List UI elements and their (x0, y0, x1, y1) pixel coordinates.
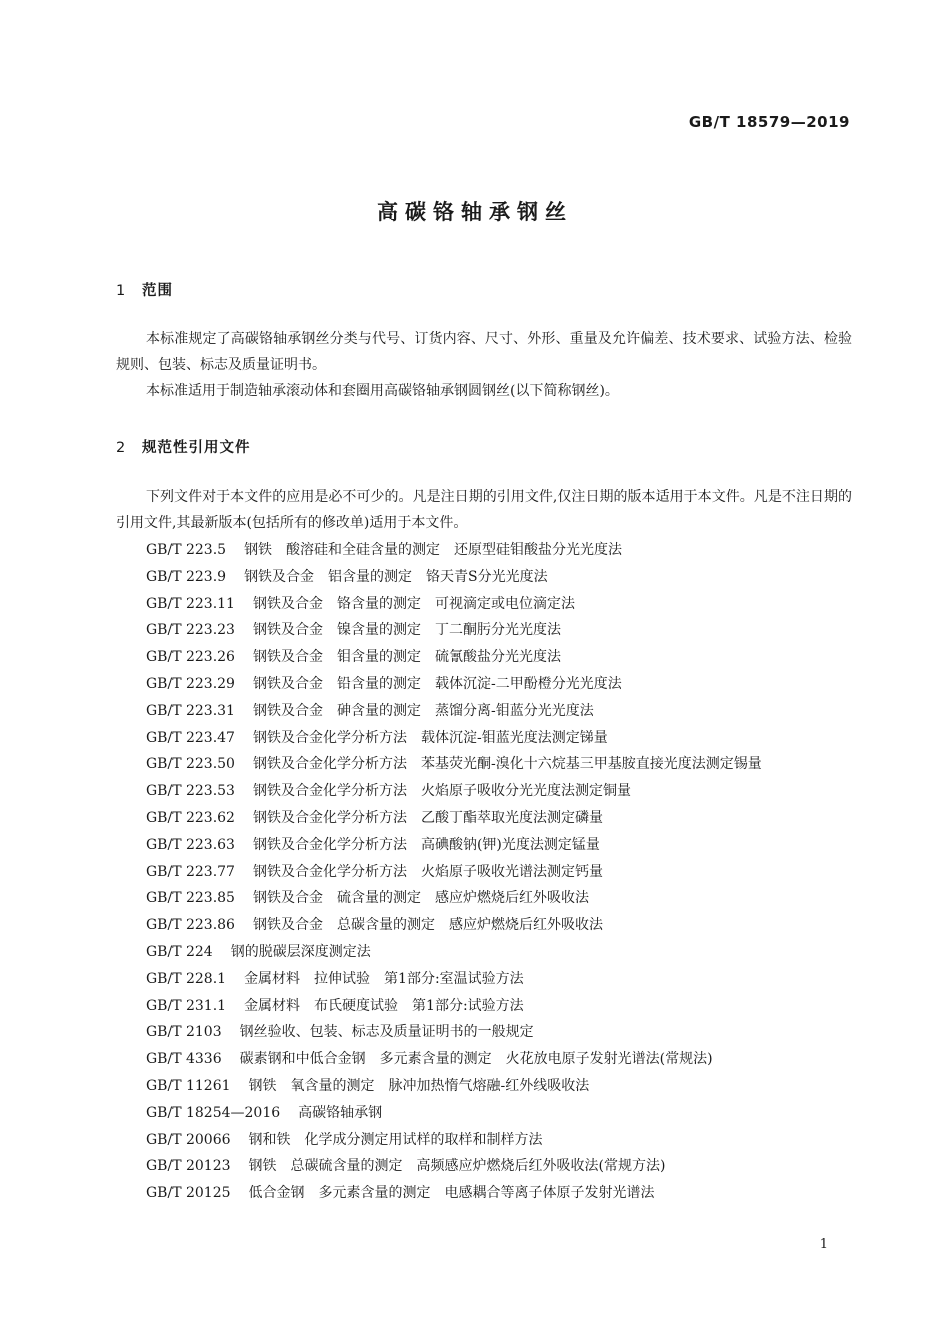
reference-title: 钢铁及合金 钼含量的测定 硫氰酸盐分光光度法 (252, 649, 561, 666)
section-1-paragraph: 本标准规定了高碳铬轴承钢丝分类与代号、订货内容、尺寸、外形、重量及允许偏差、技术要求、试验方法、检验规则、包装、标志及质量证明书。 (116, 331, 852, 373)
reference-item (116, 939, 852, 966)
reference-title: 钢铁及合金 硫含量的测定 感应炉燃烧后红外吸收法 (252, 890, 589, 907)
reference-title: 钢铁及合金 铅含量的测定 载体沉淀-二甲酚橙分光光度法 (252, 675, 622, 692)
reference-code: GB/T 20125 (146, 1185, 231, 1202)
reference-code: GB/T 18254—2016 (146, 1104, 281, 1121)
document-title: 高碳铬轴承钢丝 (377, 200, 573, 224)
reference-item (116, 912, 852, 939)
reference-code: GB/T 223.11 (146, 595, 235, 612)
reference-item (116, 1100, 852, 1127)
reference-title: 钢铁及合金化学分析方法 火焰原子吸收光谱法测定钙量 (252, 863, 603, 880)
reference-title: 钢铁及合金 总碳含量的测定 感应炉燃烧后红外吸收法 (252, 917, 603, 934)
reference-item (116, 1127, 852, 1154)
section-title: 规范性引用文件 (142, 440, 251, 456)
reference-list (116, 537, 852, 1207)
reference-code: GB/T 11261 (146, 1077, 231, 1094)
section-number: 1 (116, 283, 126, 299)
reference-title: 钢铁 氧含量的测定 脉冲加热惰气熔融-红外线吸收法 (248, 1077, 590, 1094)
reference-code: GB/T 2103 (146, 1024, 222, 1041)
reference-item (116, 751, 852, 778)
reference-code: GB/T 223.5 (146, 542, 227, 558)
reference-code: GB/T 223.9 (146, 568, 227, 585)
reference-code: GB/T 223.77 (146, 863, 235, 880)
reference-title: 钢铁 总碳硫含量的测定 高频感应炉燃烧后红外吸收法(常规方法) (248, 1158, 666, 1175)
reference-title: 钢铁 酸溶硅和全硅含量的测定 还原型硅钼酸盐分光光度法 (244, 542, 623, 558)
reference-code: GB/T 223.50 (146, 756, 235, 773)
reference-code: GB/T 224 (146, 943, 213, 960)
reference-item (116, 805, 852, 832)
reference-code: GB/T 223.29 (146, 675, 235, 692)
standard-number: GB/T 18579—2019 (688, 113, 850, 131)
reference-title: 高碳铬轴承钢 (298, 1104, 383, 1121)
page-number: 1 (819, 1237, 828, 1252)
reference-title: 钢丝验收、包装、标志及质量证明书的一般规定 (239, 1024, 534, 1041)
reference-item (116, 885, 852, 912)
reference-code: GB/T 4336 (146, 1051, 222, 1068)
reference-item (116, 644, 852, 671)
reference-code: GB/T 223.23 (146, 622, 235, 639)
reference-code: GB/T 223.53 (146, 783, 235, 800)
reference-code: GB/T 223.47 (146, 729, 235, 746)
reference-item (116, 1073, 852, 1100)
reference-item (116, 617, 852, 644)
reference-item (116, 966, 852, 993)
reference-code: GB/T 223.26 (146, 649, 235, 666)
reference-code: GB/T 223.62 (146, 809, 235, 826)
reference-title: 钢铁及合金 铝含量的测定 铬天青S分光光度法 (244, 568, 548, 585)
reference-item (116, 832, 852, 859)
reference-title: 钢的脱碳层深度测定法 (230, 943, 371, 960)
reference-code: GB/T 223.86 (146, 917, 235, 934)
reference-code: GB/T 231.1 (146, 997, 227, 1014)
reference-item (116, 1019, 852, 1046)
reference-item (116, 564, 852, 591)
reference-item (116, 698, 852, 725)
section-1-paragraph: 本标准适用于制造轴承滚动体和套圈用高碳铬轴承钢圆钢丝(以下简称钢丝)。 (146, 383, 619, 399)
reference-title: 钢铁及合金化学分析方法 苯基荧光酮-溴化十六烷基三甲基胺直接光度法测定锡量 (252, 756, 762, 773)
reference-title: 钢铁及合金 砷含量的测定 蒸馏分离-钼蓝分光光度法 (252, 702, 594, 719)
reference-title: 低合金钢 多元素含量的测定 电感耦合等离子体原子发射光谱法 (248, 1185, 655, 1202)
section-title: 范围 (142, 283, 173, 299)
reference-item (116, 671, 852, 698)
reference-item (116, 1153, 852, 1180)
reference-item (116, 1046, 852, 1073)
reference-code: GB/T 20066 (146, 1131, 231, 1148)
reference-title: 钢铁及合金 铬含量的测定 可视滴定或电位滴定法 (252, 595, 575, 612)
reference-item (116, 993, 852, 1020)
reference-code: GB/T 20123 (146, 1158, 231, 1175)
section-2-intro: 下列文件对于本文件的应用是必不可少的。凡是注日期的引用文件,仅注日期的版本适用于本文件。凡是不注日期的引用文件,其最新版本(包括所有的修改单)适用于本文件。 (116, 489, 852, 531)
reference-code: GB/T 228.1 (146, 970, 227, 987)
reference-title: 碳素钢和中低合金钢 多元素含量的测定 火花放电原子发射光谱法(常规法) (239, 1051, 713, 1068)
reference-item (116, 725, 852, 752)
reference-item (116, 591, 852, 618)
reference-item (116, 537, 852, 564)
reference-title: 钢铁及合金化学分析方法 火焰原子吸收分光光度法测定铜量 (252, 783, 631, 800)
reference-title: 钢铁及合金化学分析方法 载体沉淀-钼蓝光度法测定锑量 (252, 729, 608, 746)
section-2-heading (116, 436, 251, 457)
section-1-heading (116, 279, 173, 300)
section-number: 2 (116, 440, 126, 456)
reference-item (116, 1180, 852, 1207)
reference-code: GB/T 223.31 (146, 702, 235, 719)
reference-title: 金属材料 布氏硬度试验 第1部分:试验方法 (244, 997, 524, 1014)
reference-title: 钢铁及合金化学分析方法 高碘酸钠(钾)光度法测定锰量 (252, 836, 600, 853)
reference-item (116, 859, 852, 886)
reference-title: 金属材料 拉伸试验 第1部分:室温试验方法 (244, 970, 524, 987)
reference-item (116, 778, 852, 805)
reference-title: 钢铁及合金化学分析方法 乙酸丁酯萃取光度法测定磷量 (252, 809, 603, 826)
reference-title: 钢铁及合金 镍含量的测定 丁二酮肟分光光度法 (252, 622, 561, 639)
reference-title: 钢和铁 化学成分测定用试样的取样和制样方法 (248, 1131, 543, 1148)
reference-code: GB/T 223.63 (146, 836, 235, 853)
reference-code: GB/T 223.85 (146, 890, 235, 907)
